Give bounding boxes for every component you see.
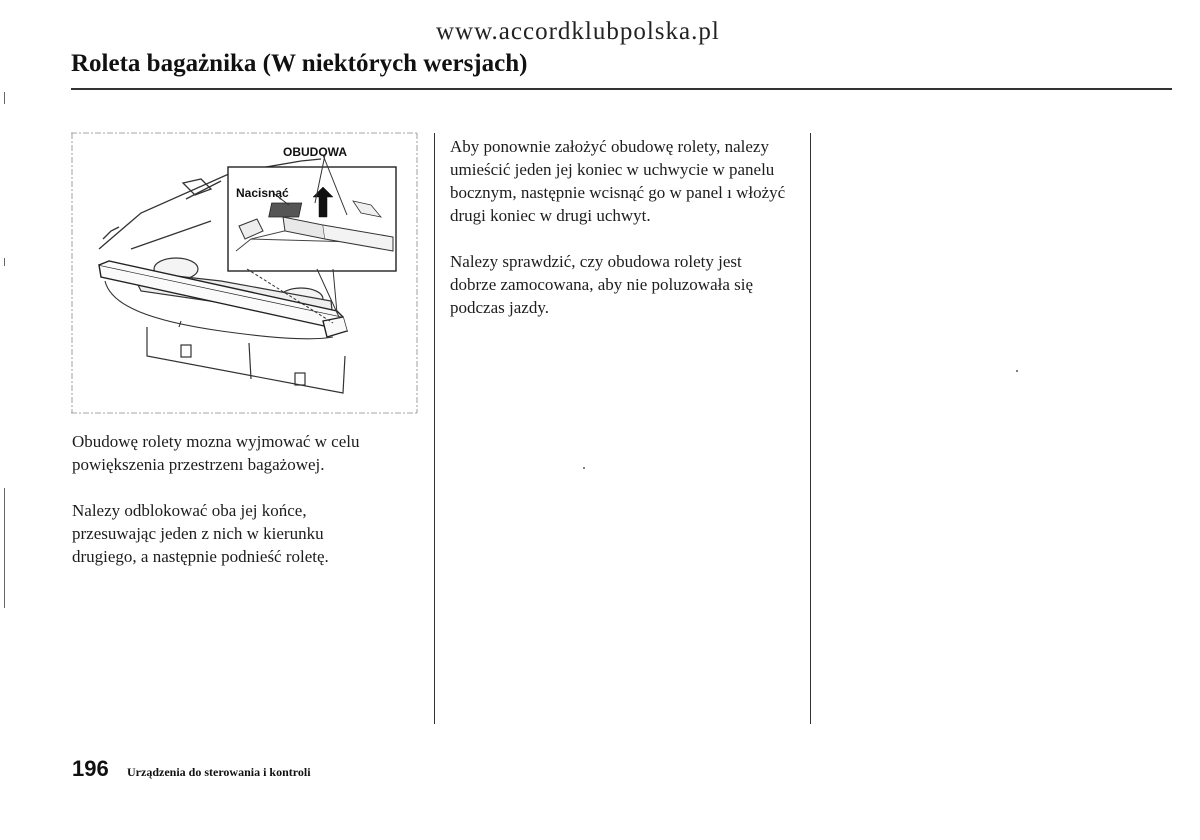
label-press: Nacisnąć <box>236 186 289 200</box>
column-divider-center <box>434 133 435 724</box>
left-paragraph-1: Obudowę rolety mozna wyjmować w celu powiększenia przestrzenı bagażowej. <box>72 432 360 474</box>
scan-speck <box>583 467 585 469</box>
margin-mark <box>4 92 5 104</box>
label-housing: OBUDOWA <box>283 145 347 159</box>
detail-inset <box>228 167 396 271</box>
page-title: Roleta bagażnika (W niektórych wersjach) <box>71 50 528 77</box>
left-paragraph-2: Nalezy odblokować oba jej końce, przesuwając jeden z nich w kierunku drugiego, a następnie podnieść roletę. <box>72 501 329 566</box>
margin-mark <box>4 488 5 608</box>
margin-mark <box>4 258 5 266</box>
site-url: www.accordklubpolska.pl <box>436 18 720 45</box>
right-paragraph-1: Aby ponownie założyć obudowę rolety, nalezy umieścić jeden jej koniec w uchwycie w panelu bocznym, następnie wcisnąć go w panel ı włożyć drugi koniec w drugi uchwyt. <box>450 137 786 225</box>
section-name: Urządzenia do sterowania i kontroli <box>127 765 311 779</box>
scan-speck <box>1016 370 1018 372</box>
cargo-cover-drawing <box>71 131 419 415</box>
column-divider-right <box>810 133 811 724</box>
page-number: 196 <box>72 756 109 781</box>
cargo-cover-illustration <box>71 131 419 415</box>
right-paragraph-2: Nalezy sprawdzić, czy obudowa rolety jest dobrze zamocowana, aby nie poluzowała się podczas jazdy. <box>450 252 754 317</box>
header-rule <box>71 88 1172 90</box>
rear-panel <box>147 327 345 393</box>
